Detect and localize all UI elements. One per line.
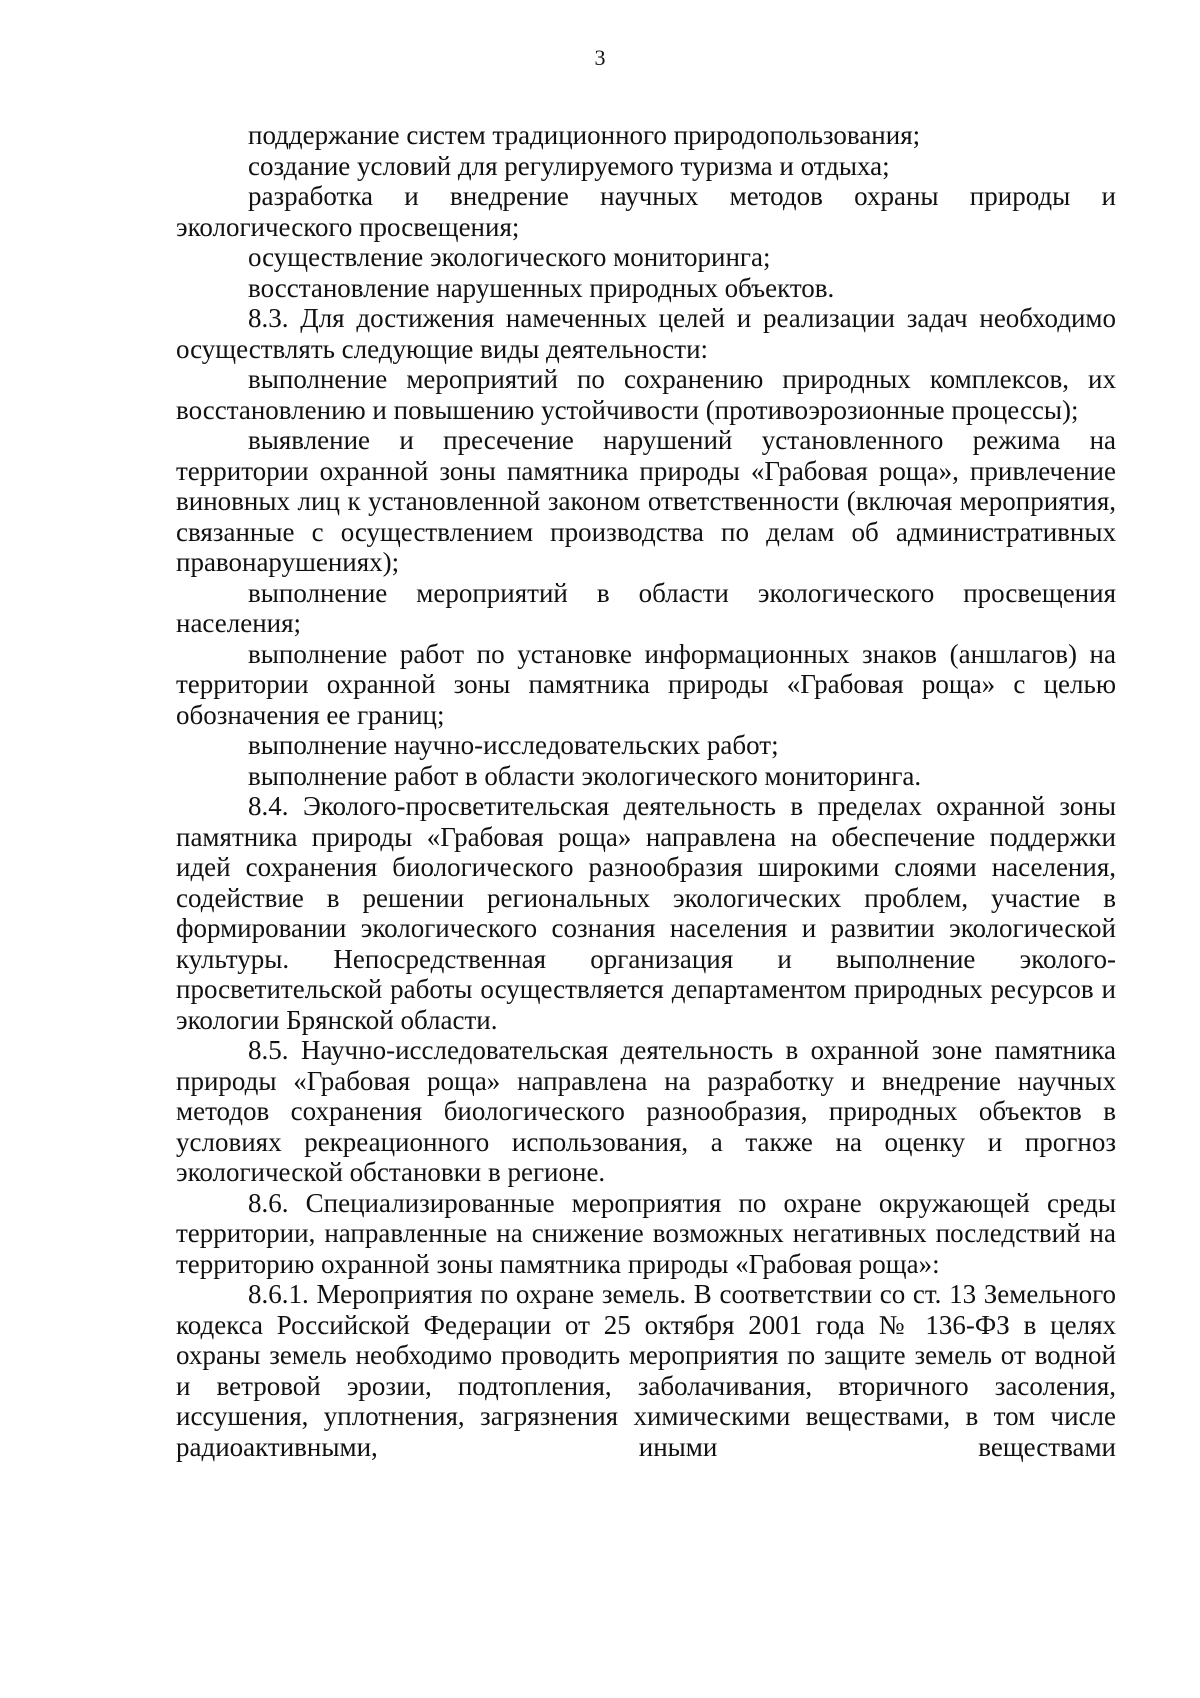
paragraph: 8.6. Специализированные мероприятия по охране окружающей среды территории, направленные на снижение возможных негативных последствий на территорию охранной зоны памятника природы «Грабовая роща»: [176,1187,1116,1279]
page-number: 3 [594,45,606,70]
paragraph: выявление и пресечение нарушений установленного режима на территории охранной зоны памятника природы «Грабовая роща», привлечение виновных лиц к установленной законом ответственности (включая мероприятия, связанные с осуществлением производства по делам об административных правонарушениях); [176,425,1116,577]
document-body [176,120,1116,1462]
paragraph: 8.4. Эколого-просветительская деятельность в пределах охранной зоны памятника природы «Грабовая роща» направлена на обеспечение поддержки идей сохранения биологического разнообразия широкими слоями населения, содействие в решении региональных экологических проблем, участие в формировании экологического сознания населения и развитии экологической культуры. Непосредственная организация и выполнение эколого-просветительской работы осуществляется департаментом природных ресурсов и экологии Брянской области. [176,791,1116,1035]
paragraph: разработка и внедрение научных методов охраны природы и экологического просвещения; [176,181,1116,242]
paragraph: 8.6.1. Мероприятия по охране земель. В соответствии со ст. 13 Земельного кодекса Российской Федерации от 25 октября 2001 года № 136-ФЗ в целях охраны земель необходимо проводить мероприятия по защите земель от водной и ветровой эрозии, подтопления, заболачивания, вторичного засоления, иссушения, уплотнения, загрязнения химическими веществами, в том числе радиоактивными, иными веществами [176,1279,1116,1462]
paragraph: выполнение работ в области экологического мониторинга. [248,760,922,791]
paragraph: выполнение научно-исследовательских работ; [248,730,779,760]
paragraph: создание условий для регулируемого туризма и отдыха; [248,150,890,181]
paragraph: восстановление нарушенных природных объектов. [248,272,835,303]
paragraph: поддержание систем традиционного природопользования; [248,120,921,150]
paragraph: 8.3. Для достижения намеченных целей и реализации задач необходимо осуществлять следующие виды деятельности: [176,303,1116,364]
paragraph: 8.5. Научно-исследовательская деятельность в охранной зоне памятника природы «Грабовая роща» направлена на разработку и внедрение научных методов сохранения биологического разнообразия, природных объектов в условиях рекреационного использования, а также на оценку и прогноз экологической обстановки в регионе. [176,1035,1116,1187]
paragraph: выполнение работ по установке информационных знаков (аншлагов) на территории охранной зоны памятника природы «Грабовая роща» с целью обозначения ее границ; [176,638,1116,730]
paragraph: выполнение мероприятий по сохранению природных комплексов, их восстановлению и повышению устойчивости (противоэрозионные процессы); [176,364,1116,425]
paragraph: выполнение мероприятий в области экологического просвещения населения; [176,577,1116,638]
paragraph: осуществление экологического мониторинга; [248,242,771,272]
